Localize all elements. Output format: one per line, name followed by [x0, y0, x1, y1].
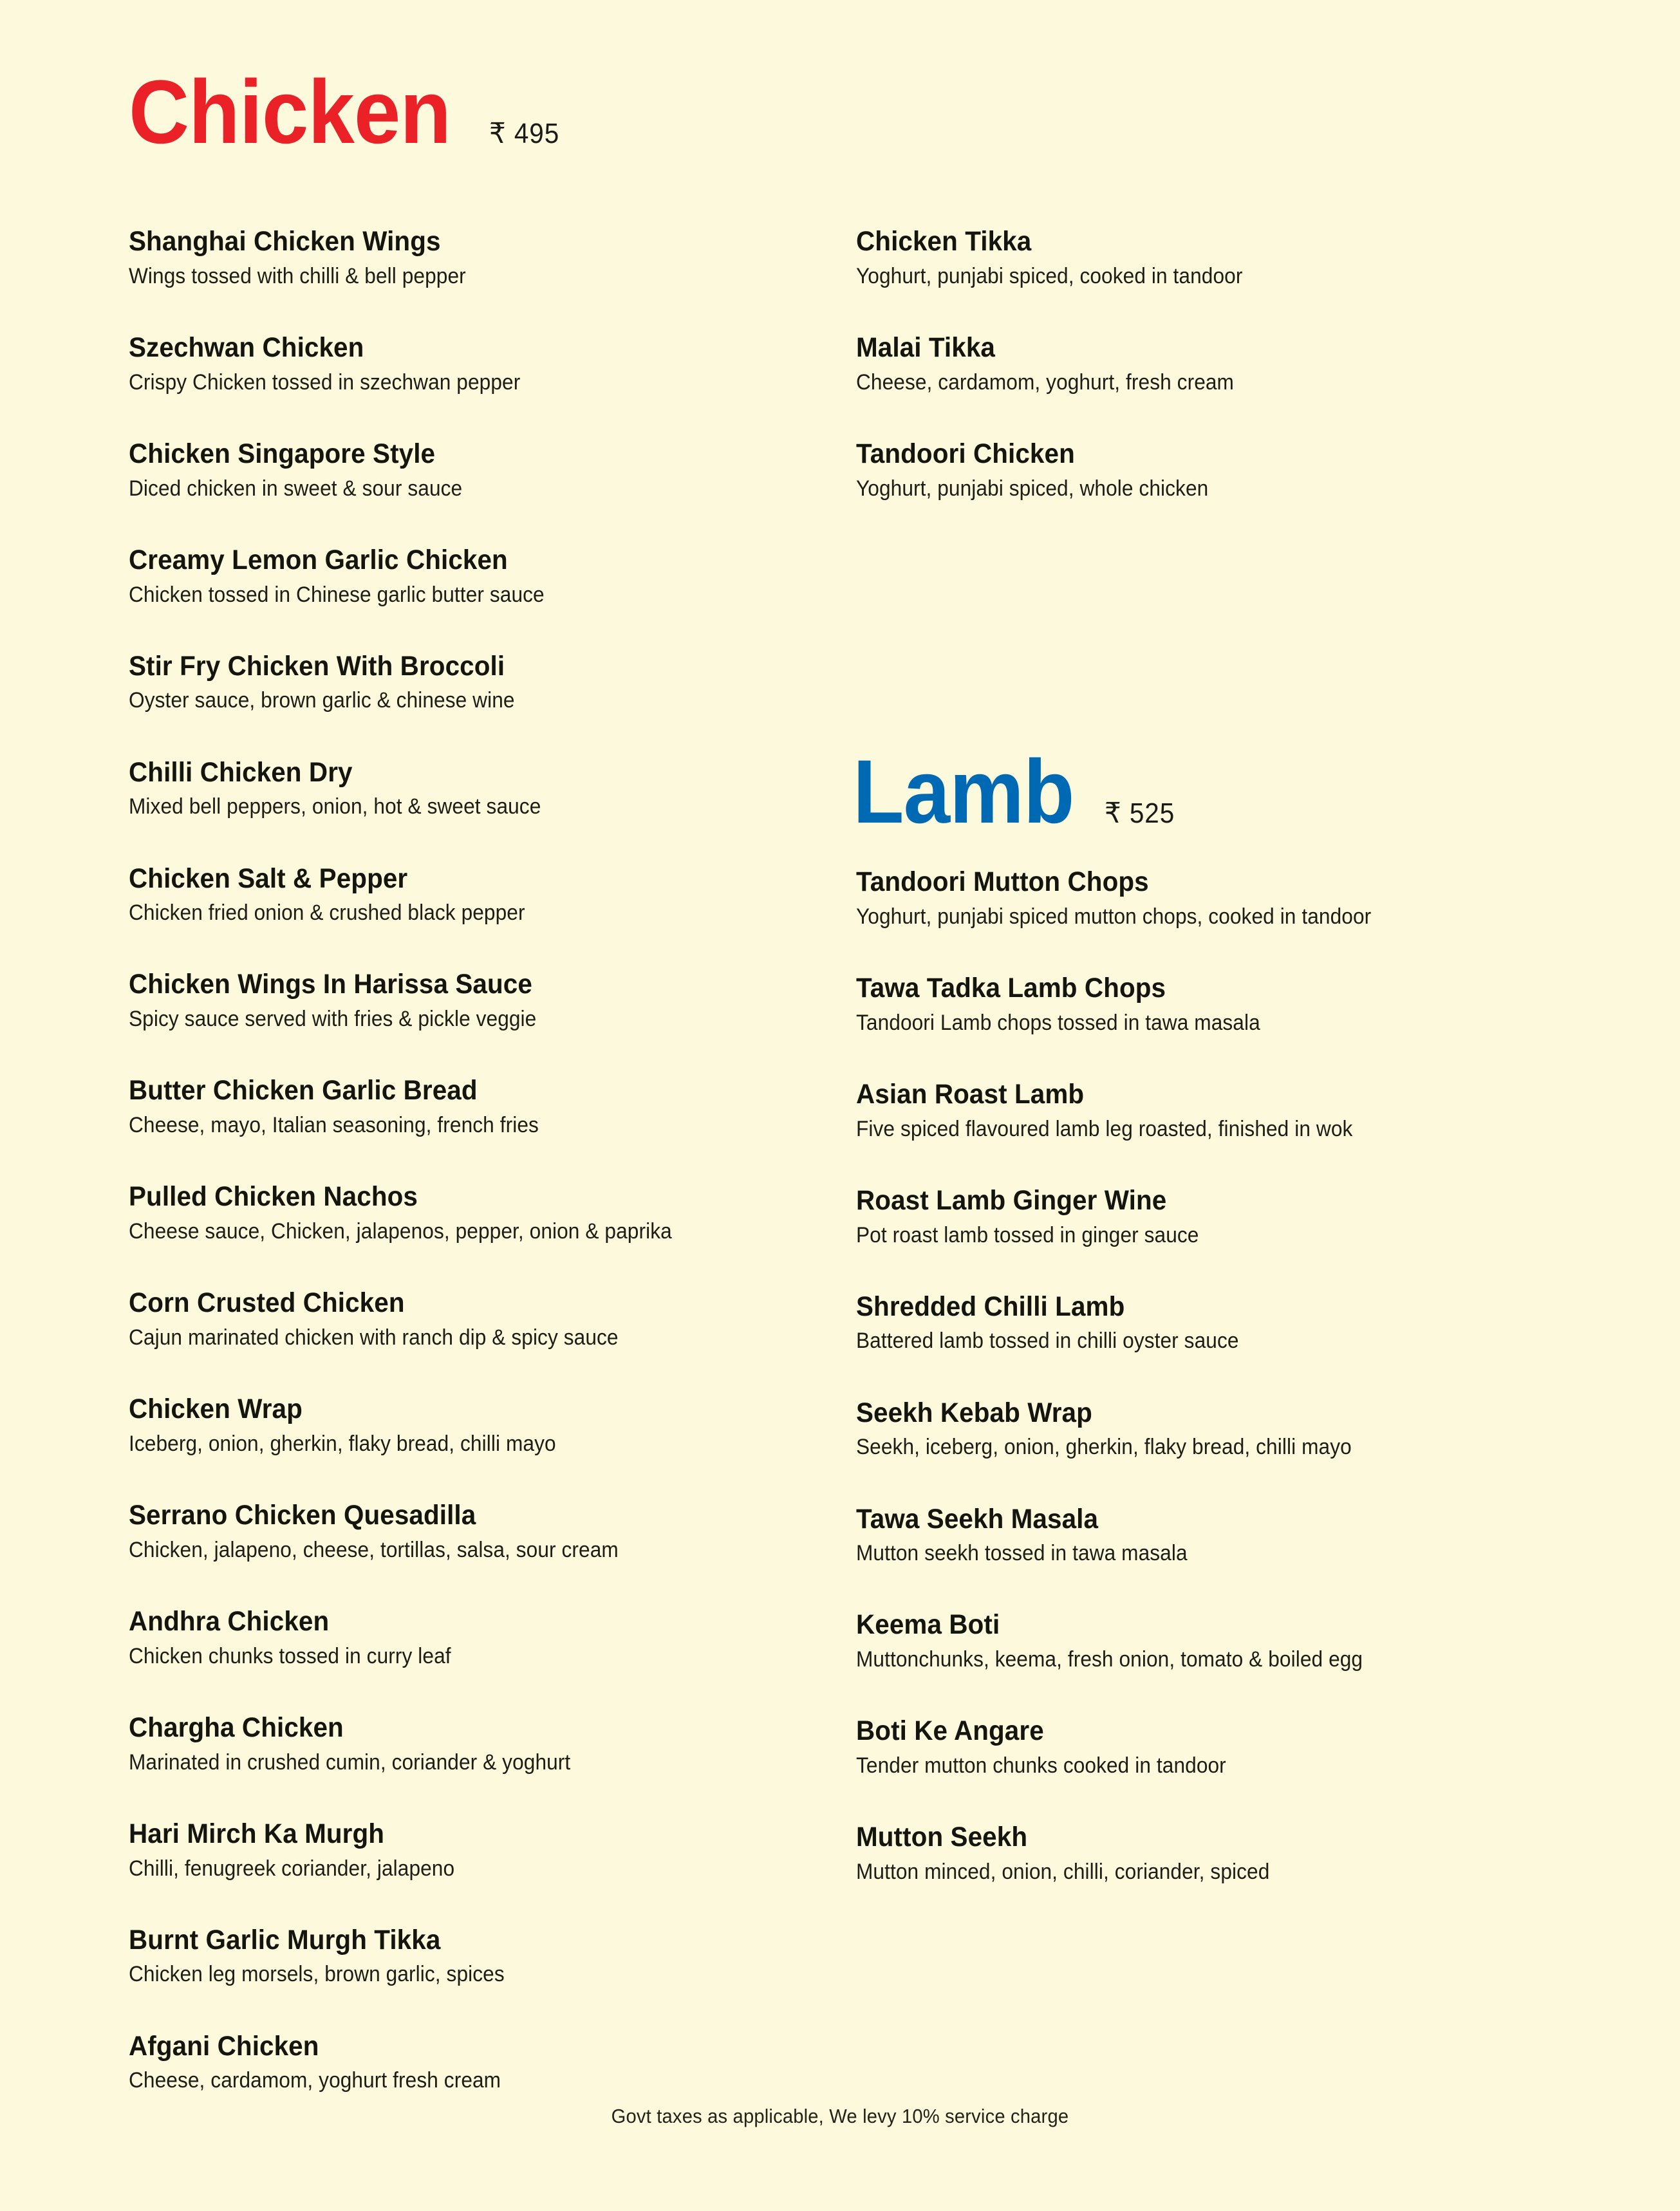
menu-item[interactable] [129, 1074, 824, 1139]
menu-item-name: Malai Tikka [856, 331, 995, 363]
menu-item-description: Mutton seekh tossed in tawa masala [856, 1541, 1188, 1566]
section-header-lamb [853, 741, 1181, 842]
menu-item-description: Cheese sauce, Chicken, jalapenos, pepper, onion & paprika [129, 1219, 672, 1244]
menu-item-name: Afgani Chicken [129, 2030, 319, 2062]
menu-item-name: Mutton Seekh [856, 1822, 1028, 1853]
menu-item[interactable] [129, 1499, 824, 1564]
menu-item-name: Roast Lamb Ginger Wine [856, 1184, 1167, 1216]
menu-item-description: Iceberg, onion, gherkin, flaky bread, chilli mayo [129, 1431, 556, 1456]
menu-item-description: Crispy Chicken tossed in szechwan pepper [129, 369, 521, 395]
menu-item-name: Andhra Chicken [129, 1605, 330, 1637]
menu-item-name: Tandoori Chicken [856, 438, 1075, 469]
menu-item-name: Chicken Singapore Style [129, 438, 436, 469]
menu-item[interactable] [129, 2030, 824, 2095]
menu-item-name: Butter Chicken Garlic Bread [129, 1075, 478, 1106]
menu-item-description: Chicken, jalapeno, cheese, tortillas, salsa, sour cream [129, 1537, 619, 1562]
menu-item[interactable] [129, 1818, 824, 1883]
menu-item-description: Chicken leg morsels, brown garlic, spices [129, 1962, 505, 1987]
menu-item-description: Mixed bell peppers, onion, hot & sweet sauce [129, 794, 541, 819]
menu-item[interactable] [129, 1180, 824, 1245]
menu-item[interactable] [129, 968, 824, 1033]
menu-item-description: Cheese, mayo, Italian seasoning, french fries [129, 1113, 539, 1138]
menu-item[interactable] [856, 1397, 1629, 1462]
menu-item[interactable] [856, 1503, 1629, 1568]
menu-list-chicken-left [129, 225, 824, 2095]
menu-item[interactable] [129, 1393, 824, 1458]
menu-item-name: Boti Ke Angare [856, 1715, 1044, 1747]
menu-item-name: Tawa Tadka Lamb Chops [856, 972, 1166, 1003]
menu-item[interactable] [856, 972, 1629, 1037]
menu-item-description: Spicy sauce served with fries & pickle veggie [129, 1007, 537, 1032]
menu-item[interactable] [856, 866, 1629, 931]
menu-item-description: Yoghurt, punjabi spiced, cooked in tandoor [856, 263, 1243, 288]
menu-item-description: Wings tossed with chilli & bell pepper [129, 263, 466, 288]
menu-item-name: Burnt Garlic Murgh Tikka [129, 1924, 441, 1955]
menu-item-name: Chargha Chicken [129, 1712, 344, 1743]
menu-item-name: Seekh Kebab Wrap [856, 1397, 1092, 1428]
menu-item[interactable] [129, 1287, 824, 1352]
menu-item-name: Corn Crusted Chicken [129, 1287, 405, 1319]
menu-item-description: Five spiced flavoured lamb leg roasted, finished in wok [856, 1116, 1353, 1141]
menu-item-description: Tandoori Lamb chops tossed in tawa masala [856, 1010, 1260, 1035]
menu-item-name: Stir Fry Chicken With Broccoli [129, 650, 505, 682]
menu-item-name: Chicken Salt & Pepper [129, 863, 408, 894]
menu-item-name: Szechwan Chicken [129, 331, 364, 363]
menu-item[interactable] [129, 650, 824, 715]
menu-item[interactable] [129, 756, 824, 821]
menu-item-description: Cajun marinated chicken with ranch dip & spicy sauce [129, 1325, 619, 1350]
menu-item[interactable] [129, 438, 824, 503]
menu-item-description: Chilli, fenugreek coriander, jalapeno [129, 1856, 455, 1881]
menu-item[interactable] [129, 1605, 824, 1670]
menu-item-description: Seekh, iceberg, onion, gherkin, flaky bread, chilli mayo [856, 1435, 1352, 1460]
menu-item-description: Marinated in crushed cumin, coriander & yoghurt [129, 1749, 571, 1775]
menu-item-description: Pot roast lamb tossed in ginger sauce [856, 1222, 1199, 1247]
menu-item[interactable] [856, 1821, 1629, 1886]
menu-item-name: Tandoori Mutton Chops [856, 866, 1149, 897]
section-price-lamb: ₹ 525 [1105, 798, 1175, 829]
menu-item-description: Oyster sauce, brown garlic & chinese wine [129, 688, 515, 713]
menu-item-description: Tender mutton chunks cooked in tandoor [856, 1753, 1226, 1778]
menu-item-description: Chicken chunks tossed in curry leaf [129, 1643, 451, 1668]
menu-item-name: Chicken Wings In Harissa Sauce [129, 969, 532, 1000]
menu-item-description: Diced chicken in sweet & sour sauce [129, 476, 463, 501]
section-title-chicken: Chicken [129, 61, 451, 162]
menu-item-name: Shanghai Chicken Wings [129, 226, 441, 257]
menu-item[interactable] [856, 1609, 1629, 1674]
menu-item-description: Chicken fried onion & crushed black pepper [129, 900, 525, 926]
section-price-chicken: ₹ 495 [489, 118, 559, 149]
menu-item[interactable] [129, 1924, 824, 1989]
menu-item[interactable] [856, 1291, 1629, 1356]
section-header-chicken [129, 61, 565, 162]
menu-item[interactable] [129, 863, 824, 928]
menu-item-description: Yoghurt, punjabi spiced, whole chicken [856, 476, 1209, 501]
menu-item-name: Pulled Chicken Nachos [129, 1181, 418, 1213]
menu-item-description: Chicken tossed in Chinese garlic butter sauce [129, 582, 545, 607]
menu-item[interactable] [856, 331, 1596, 396]
menu-item-description: Mutton minced, onion, chilli, coriander, spiced [856, 1860, 1270, 1885]
menu-item-name: Chilli Chicken Dry [129, 756, 353, 788]
menu-item-name: Asian Roast Lamb [856, 1078, 1085, 1110]
menu-item[interactable] [129, 331, 824, 396]
menu-item[interactable] [856, 1078, 1629, 1143]
menu-item[interactable] [129, 544, 824, 609]
footer-note [0, 2105, 1680, 2128]
menu-item-name: Creamy Lemon Garlic Chicken [129, 544, 508, 575]
footer-note-text: Govt taxes as applicable, We levy 10% service charge [611, 2105, 1069, 2127]
menu-item-description: Battered lamb tossed in chilli oyster sauce [856, 1329, 1239, 1354]
menu-item[interactable] [129, 225, 824, 290]
menu-item-name: Tawa Seekh Masala [856, 1503, 1099, 1535]
menu-item[interactable] [856, 1715, 1629, 1780]
menu-item-name: Chicken Wrap [129, 1394, 303, 1425]
menu-item-description: Muttonchunks, keema, fresh onion, tomato & boiled egg [856, 1647, 1363, 1672]
menu-list-lamb [856, 866, 1629, 1886]
menu-item-description: Yoghurt, punjabi spiced mutton chops, cooked in tandoor [856, 904, 1372, 929]
menu-item-name: Hari Mirch Ka Murgh [129, 1818, 385, 1849]
menu-list-chicken-right [856, 225, 1596, 503]
menu-item-name: Serrano Chicken Quesadilla [129, 1500, 476, 1531]
menu-item-name: Chicken Tikka [856, 226, 1032, 257]
section-title-lamb: Lamb [853, 741, 1074, 842]
menu-item[interactable] [856, 1184, 1629, 1249]
menu-item[interactable] [129, 1712, 824, 1777]
menu-item-name: Shredded Chilli Lamb [856, 1291, 1125, 1322]
menu-item-name: Keema Boti [856, 1609, 1000, 1641]
menu-item-description: Cheese, cardamom, yoghurt fresh cream [129, 2068, 501, 2093]
menu-item[interactable] [856, 225, 1596, 290]
menu-item[interactable] [856, 438, 1596, 503]
menu-item-description: Cheese, cardamom, yoghurt, fresh cream [856, 369, 1235, 395]
